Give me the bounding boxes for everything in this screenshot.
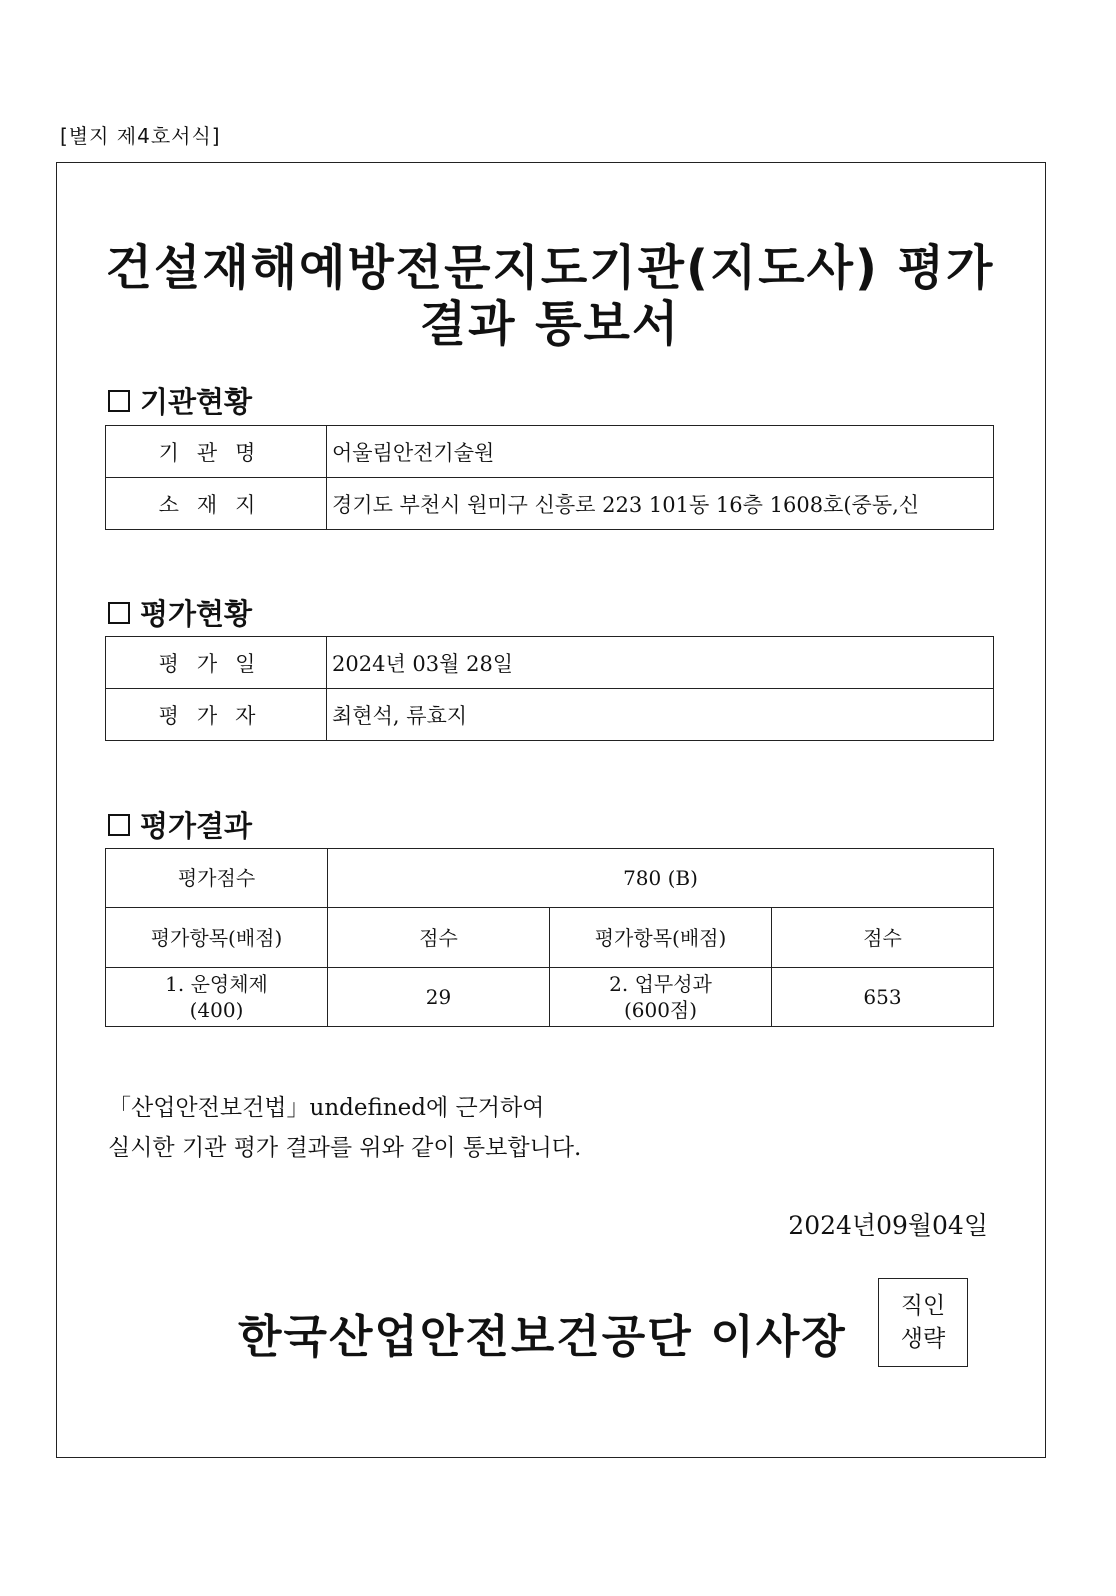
item-2-score: 653 [772, 968, 994, 1027]
item-1-score: 29 [328, 968, 550, 1027]
eval-info-table [105, 636, 994, 741]
org-info-table [105, 425, 994, 530]
item-1-points: (400) [189, 998, 244, 1022]
item-1-name: 1. 운영체제 [165, 972, 268, 996]
evaluator-label: 평가자 [106, 689, 327, 741]
title-line-2: 결과 통보서 [419, 296, 681, 352]
table-row [106, 849, 994, 908]
org-name-label: 기관명 [106, 426, 327, 478]
title-line-1: 건설재해예방전문지도기관(지도사) 평가 [105, 240, 995, 296]
item-2-name: 2. 업무성과 [609, 972, 712, 996]
org-address-value: 경기도 부천시 원미구 신흥로 223 101동 16층 1608호(중동,신 [327, 478, 994, 530]
table-header-row [106, 908, 994, 968]
table-row [106, 637, 994, 689]
table-row [106, 689, 994, 741]
table-row [106, 478, 994, 530]
checkbox-icon [108, 602, 130, 624]
seal-line-1: 직인 [900, 1292, 946, 1319]
result-table [105, 848, 994, 1027]
checkbox-icon [108, 390, 130, 412]
org-section-title: 기관현황 [140, 385, 253, 419]
score-value: 780 (B) [328, 849, 994, 908]
org-address-label: 소재지 [106, 478, 327, 530]
body-text [108, 1088, 581, 1168]
org-section-heading [108, 380, 252, 421]
seal-box [878, 1278, 968, 1367]
body-line-2: 실시한 기관 평가 결과를 위와 같이 통보합니다. [108, 1135, 582, 1161]
checkbox-icon [108, 814, 130, 836]
result-section-heading [108, 804, 252, 845]
item-2-points: (600점) [623, 998, 698, 1022]
score-label: 평가점수 [106, 849, 328, 908]
eval-section-heading [108, 592, 252, 633]
issuer-name: 한국산업안전보건공단 이사장 [238, 1310, 847, 1363]
document-title [0, 240, 1100, 352]
org-name-value: 어울림안전기술원 [327, 426, 994, 478]
table-row [106, 426, 994, 478]
item-2-cell [550, 968, 772, 1027]
seal-line-2: 생략 [900, 1325, 946, 1352]
table-row [106, 968, 994, 1027]
item-1-cell [106, 968, 328, 1027]
eval-section-title: 평가현황 [140, 597, 253, 631]
column-header: 평가항목(배점) [106, 908, 328, 968]
result-section-title: 평가결과 [140, 809, 253, 843]
evaluator-value: 최현석, 류효지 [327, 689, 994, 741]
column-header: 점수 [328, 908, 550, 968]
issue-date: 2024년09월04일 [788, 1211, 988, 1240]
column-header: 점수 [772, 908, 994, 968]
eval-date-value: 2024년 03월 28일 [327, 637, 994, 689]
eval-date-label: 평가일 [106, 637, 327, 689]
body-line-1: 「산업안전보건법」undefined에 근거하여 [108, 1095, 545, 1121]
column-header: 평가항목(배점) [550, 908, 772, 968]
form-label: [별지 제4호서식] [60, 124, 221, 148]
